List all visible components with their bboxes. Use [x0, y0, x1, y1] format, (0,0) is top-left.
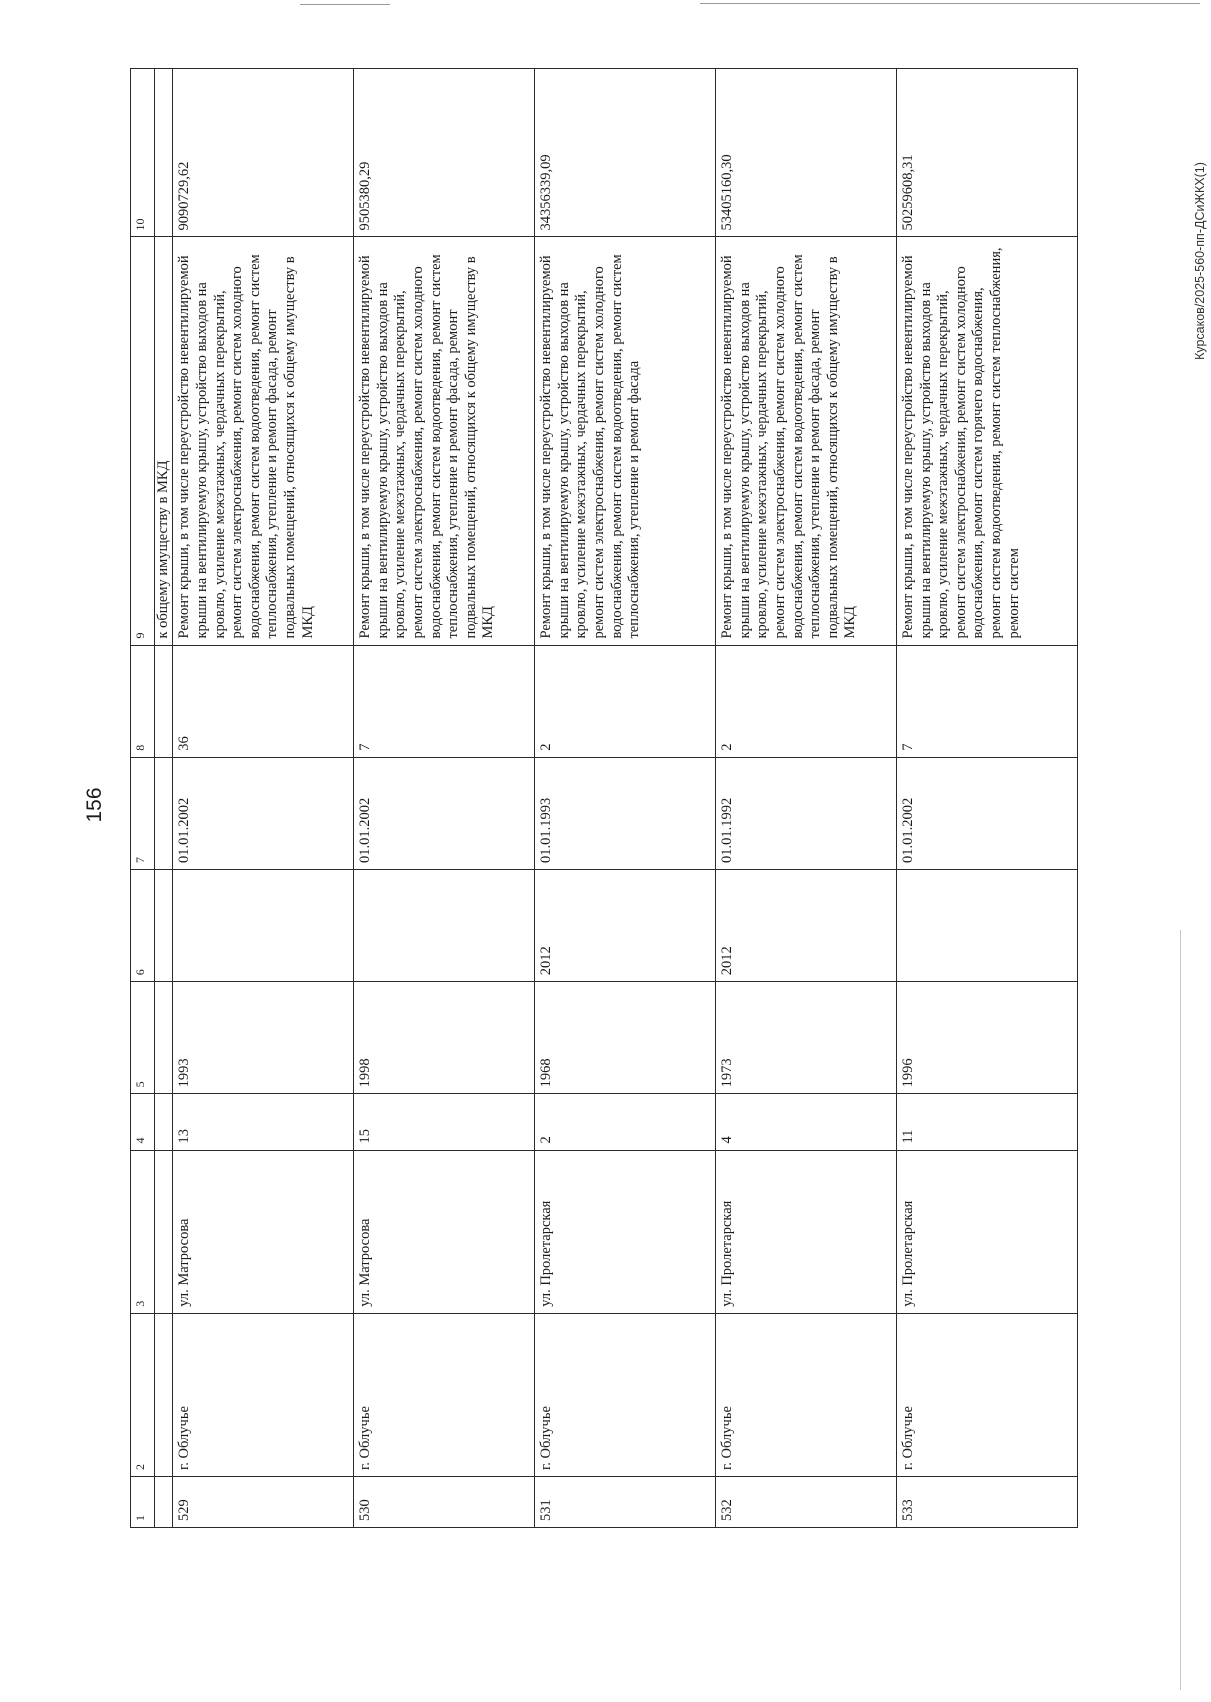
- street: ул. Матросова: [173, 1150, 354, 1313]
- year-built: 1973: [716, 982, 897, 1094]
- scan-mark: [700, 3, 1200, 4]
- column-6-value: [354, 869, 535, 981]
- column-6-value: [897, 869, 1078, 981]
- house-number: 13: [173, 1094, 354, 1150]
- table-row: [354, 69, 535, 1528]
- locality: г. Облучье: [173, 1313, 354, 1476]
- street: ул. Пролетарская: [716, 1150, 897, 1313]
- column-header: 5: [131, 982, 155, 1094]
- house-number: 11: [897, 1094, 1078, 1150]
- work-description: Ремонт крыши, в том числе переустройство невентилируемой крыши на вентилируемую крышу, устройство выходов на кровлю, усиление межэтажных, чердачных перекрытий, ремонт систем электроснабжения, ремонт систем холодного водоснабжения, ремонт систем водоотведения, ремонт систем теплоснабжения, утепление и ремонт фасада, ремонт подвальных помещений, относящихся к общему имуществу в МКД: [173, 237, 354, 645]
- house-number: 4: [716, 1094, 897, 1150]
- document-id: Курсаков/2025-560-пп-ДСиЖКХ(1): [1193, 162, 1207, 360]
- work-description: Ремонт крыши, в том числе переустройство невентилируемой крыши на вентилируемую крышу, устройство выходов на кровлю, усиление межэтажных, чердачных перекрытий, ремонт систем электроснабжения, ремонт систем холодного водоснабжения, ремонт систем водоотведения, ремонт систем теплоснабжения, утепление и ремонт фасада: [535, 237, 716, 645]
- column-8-value: 2: [716, 645, 897, 757]
- house-number: 15: [354, 1094, 535, 1150]
- date: 01.01.2002: [897, 757, 1078, 869]
- column-header: 7: [131, 757, 155, 869]
- street: ул. Пролетарская: [535, 1150, 716, 1313]
- row-number: 529: [173, 1477, 354, 1528]
- column-header: 9: [131, 237, 155, 645]
- work-description: Ремонт крыши, в том числе переустройство невентилируемой крыши на вентилируемую крышу, устройство выходов на кровлю, усиление межэтажных, чердачных перекрытий, ремонт систем электроснабжения, ремонт систем холодного водоснабжения, ремонт систем водоотведения, ремонт систем теплоснабжения, утепление и ремонт фасада, ремонт подвальных помещений, относящихся к общему имуществу в МКД: [716, 237, 897, 645]
- column-header: 2: [131, 1313, 155, 1476]
- year-built: 1996: [897, 982, 1078, 1094]
- house-number: 2: [535, 1094, 716, 1150]
- column-header: 10: [131, 69, 155, 237]
- repair-program-table: [130, 68, 1078, 1528]
- column-header: 4: [131, 1094, 155, 1150]
- table-container: [130, 68, 1078, 1528]
- year-built: 1998: [354, 982, 535, 1094]
- row-number: 532: [716, 1477, 897, 1528]
- table-row: [716, 69, 897, 1528]
- street: ул. Пролетарская: [897, 1150, 1078, 1313]
- locality: г. Облучье: [535, 1313, 716, 1476]
- table-row: [173, 69, 354, 1528]
- column-header: 8: [131, 645, 155, 757]
- column-6-value: 2012: [716, 869, 897, 981]
- date: 01.01.1993: [535, 757, 716, 869]
- street: ул. Матросова: [354, 1150, 535, 1313]
- year-built: 1993: [173, 982, 354, 1094]
- column-header: 1: [131, 1477, 155, 1528]
- continuation-row: [154, 69, 173, 1528]
- column-header: 3: [131, 1150, 155, 1313]
- column-8-value: 36: [173, 645, 354, 757]
- column-8-value: 7: [897, 645, 1078, 757]
- work-description: Ремонт крыши, в том числе переустройство невентилируемой крыши на вентилируемую крышу, устройство выходов на кровлю, усиление межэтажных, чердачных перекрытий, ремонт систем электроснабжения, ремонт систем холодного водоснабжения, ремонт систем горячего водоснабжения, ремонт систем водоотведения, ремонт систем теплоснабжения, ремонт систем: [897, 237, 1078, 645]
- row-number: 531: [535, 1477, 716, 1528]
- date: 01.01.2002: [173, 757, 354, 869]
- table-row: [897, 69, 1078, 1528]
- amount: 34356339,09: [535, 69, 716, 237]
- row-number: 530: [354, 1477, 535, 1528]
- locality: г. Облучье: [716, 1313, 897, 1476]
- amount: 50259608,31: [897, 69, 1078, 237]
- row-number: 533: [897, 1477, 1078, 1528]
- date: 01.01.1992: [716, 757, 897, 869]
- column-8-value: 2: [535, 645, 716, 757]
- table-row: [535, 69, 716, 1528]
- year-built: 1968: [535, 982, 716, 1094]
- amount: 53405160,30: [716, 69, 897, 237]
- column-6-value: [173, 869, 354, 981]
- scan-edge: [1180, 930, 1181, 1690]
- amount: 9090729,62: [173, 69, 354, 237]
- locality: г. Облучье: [354, 1313, 535, 1476]
- page-number: 156: [83, 787, 106, 823]
- column-8-value: 7: [354, 645, 535, 757]
- locality: г. Облучье: [897, 1313, 1078, 1476]
- header-row: [131, 69, 155, 1528]
- work-description: Ремонт крыши, в том числе переустройство невентилируемой крыши на вентилируемую крышу, устройство выходов на кровлю, усиление межэтажных, чердачных перекрытий, ремонт систем электроснабжения, ремонт систем холодного водоснабжения, ремонт систем водоотведения, ремонт систем теплоснабжения, утепление и ремонт фасада, ремонт подвальных помещений, относящихся к общему имуществу в МКД: [354, 237, 535, 645]
- amount: 9505380,29: [354, 69, 535, 237]
- column-6-value: 2012: [535, 869, 716, 981]
- date: 01.01.2002: [354, 757, 535, 869]
- continuation-text: к общему имуществу в МКД: [154, 237, 173, 645]
- scan-mark: [300, 4, 390, 5]
- column-header: 6: [131, 869, 155, 981]
